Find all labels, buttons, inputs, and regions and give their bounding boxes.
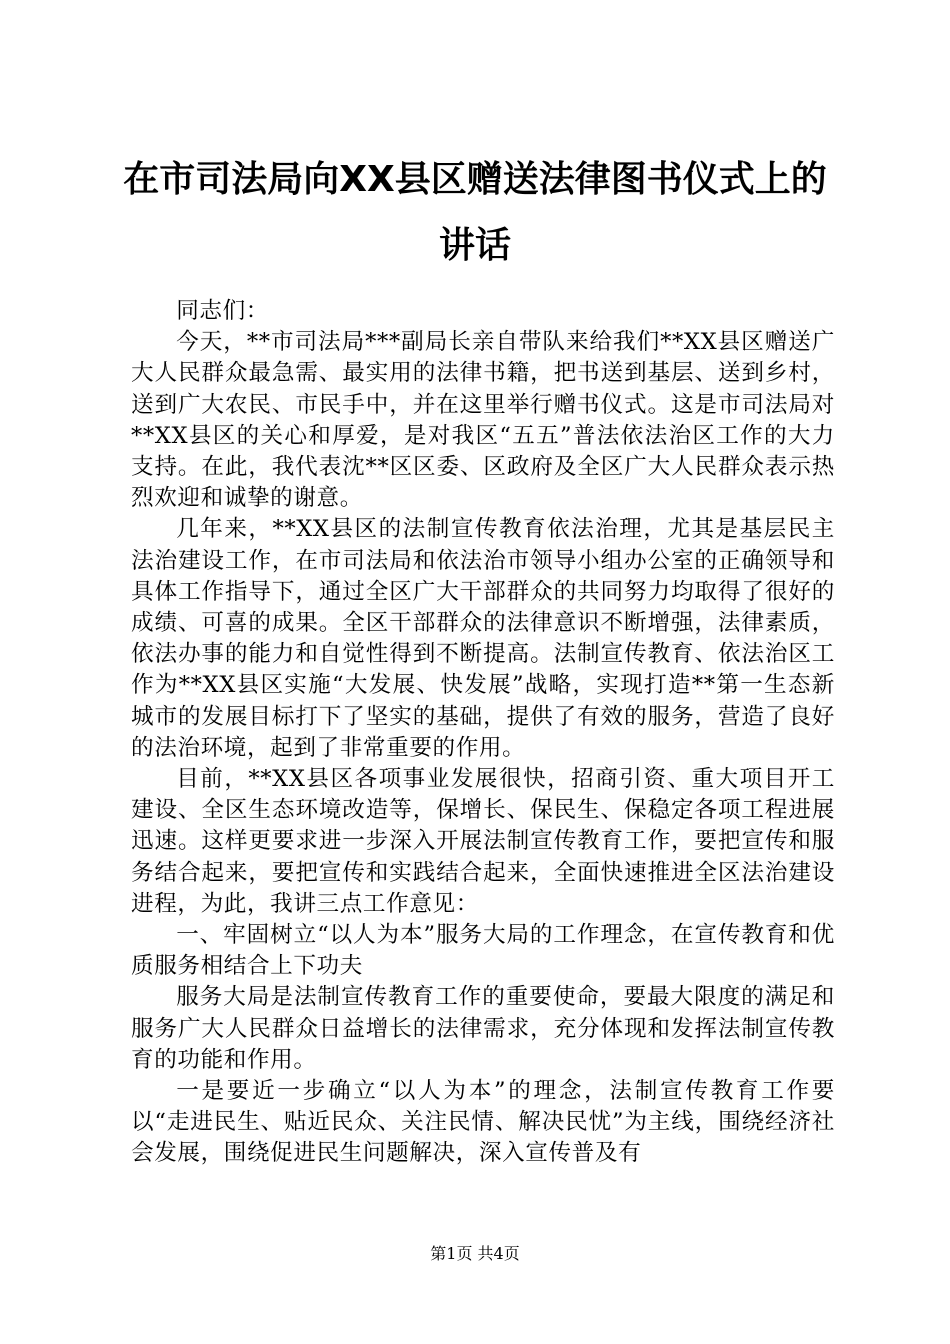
document-body: [131, 296, 835, 1170]
page-number-footer: 第1页 共4页: [430, 1244, 520, 1263]
section-heading: 一、牢固树立“以人为本”服务大局的工作理念，在宣传教育和优质服务相结合上下功夫: [131, 922, 835, 980]
paragraph: 服务大局是法制宣传教育工作的重要使命，要最大限度的满足和服务广大人民群众日益增长的法律需求，充分体现和发挥法制宣传教育的功能和作用。: [131, 984, 835, 1073]
document-title-line-2: 讲话: [438, 225, 511, 266]
paragraph: 一是要近一步确立“以人为本”的理念，法制宣传教育工作要以“走进民生、贴近民众、关注民情、解决民忧”为主线，围绕经济社会发展，围绕促进民生问题解决，深入宣传普及有: [131, 1078, 835, 1167]
paragraph: 今天，**市司法局***副局长亲自带队来给我们**XX县区赠送广大人民群众最急需、最实用的法律书籍，把书送到基层、送到乡村，送到广大农民、市民手中，并在这里举行赠书仪式。这是市司法局对**XX县区的关心和厚爱，是对我区“五五”普法依法治区工作的大力支持。在此，我代表沈**区区委、区政府及全区广大人民群众表示热烈欢迎和诚挚的谢意。: [131, 329, 835, 512]
paragraph: 几年来，**XX县区的法制宣传教育依法治理，尤其是基层民主法治建设工作，在市司法局和依法治市领导小组办公室的正确领导和具体工作指导下，通过全区广大干部群众的共同努力均取得了很好的成绩、可喜的成果。全区干部群众的法律意识不断增强，法律素质，依法办事的能力和自觉性得到不断提高。法制宣传教育、依法治区工作为**XX县区实施“大发展、快发展”战略，实现打造**第一生态新城市的发展目标打下了坚实的基础，提供了有效的服务，营造了良好的法治环境，起到了非常重要的作用。: [131, 516, 835, 761]
salutation: 同志们：: [176, 298, 269, 324]
document-title-line-1: 在市司法局向XX县区赠送法律图书仪式上的: [123, 159, 827, 200]
paragraph: 目前，**XX县区各项事业发展很快，招商引资、重大项目开工建设、全区生态环境改造等，保增长、保民生、保稳定各项工程进展迅速。这样更要求进一步深入开展法制宣传教育工作，要把宣传和服务结合起来，要把宣传和实践结合起来，全面快速推进全区法治建设进程，为此，我讲三点工作意见：: [131, 766, 835, 917]
